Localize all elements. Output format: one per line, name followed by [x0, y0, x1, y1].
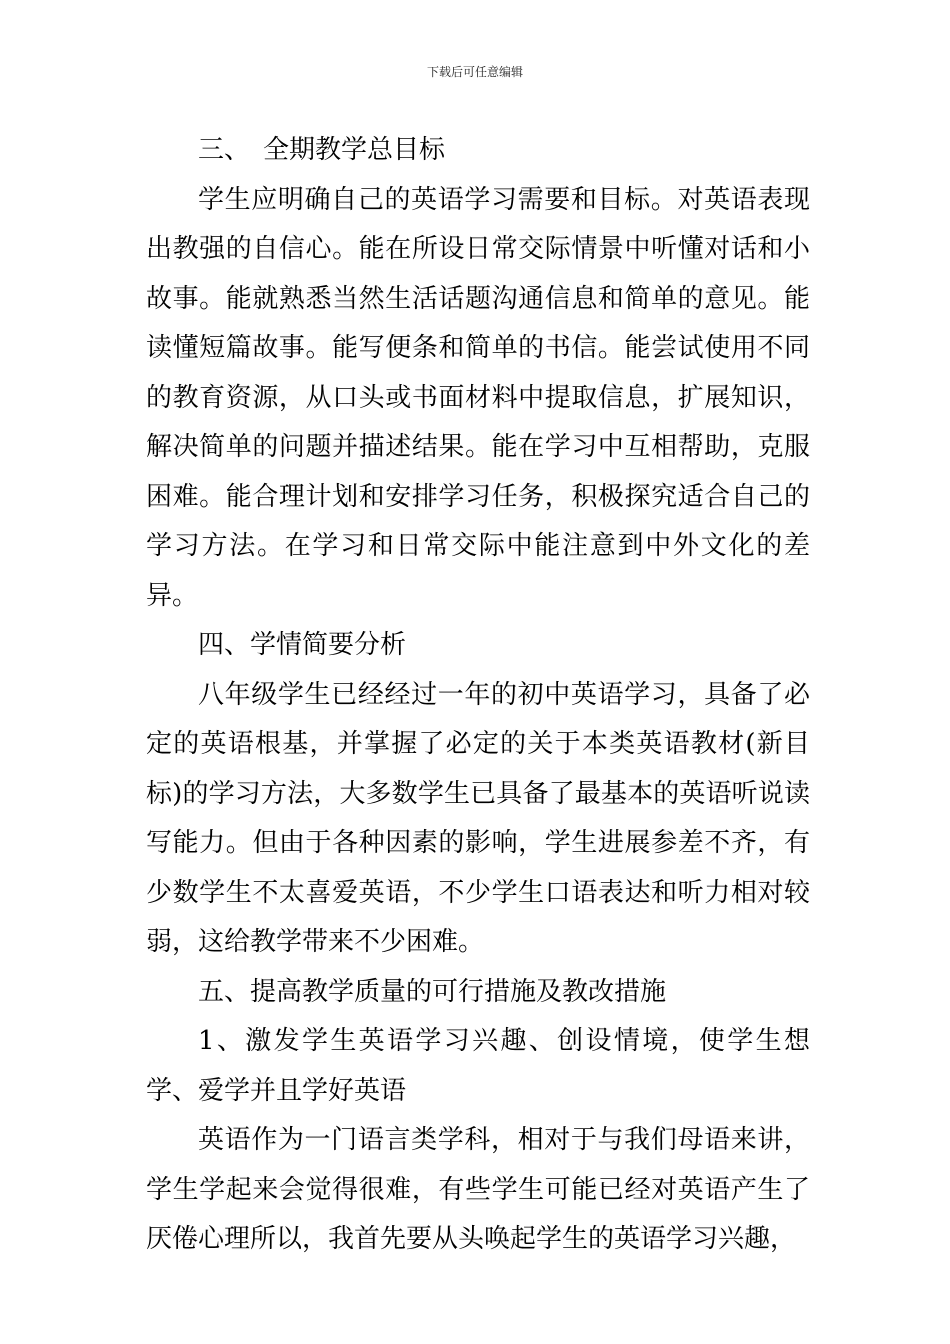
paragraph-analysis: 八年级学生已经经过一年的初中英语学习，具备了必定的英语根基，并掌握了必定的关于本类英语教材(新目标)的学习方法，大多数学生已具备了最基本的英语听说读写能力。但由于各种因素的影响，学生进展参差不齐，有少数学生不太喜爱英语，不少学生口语表达和听力相对较弱，这给教学带来不少困难。: [146, 679, 810, 957]
document-body: [146, 126, 810, 1265]
section-heading-measures: 五、提高教学质量的可行措施及教改措施: [198, 976, 667, 1007]
section-heading-analysis: 四、学情简要分析: [198, 630, 407, 660]
paragraph-goals: 学生应明确自己的英语学习需要和目标。对英语表现出教强的自信心。能在所设日常交际情景中听懂对话和小故事。能就熟悉当然生活话题沟通信息和简单的意见。能读懂短篇故事。能写便条和简单的书信。能尝试使用不同的教育资源，从口头或书面材料中提取信息，扩展知识，解决简单的问题并描述结果。能在学习中互相帮助，克服困难。能合理计划和安排学习任务，积极探究适合自己的学习方法。在学习和日常交际中能注意到中外文化的差异。: [146, 184, 810, 611]
section-heading-goals: 三、 全期教学总目标: [198, 135, 446, 165]
paragraph-measure-1: 英语作为一门语言类学科，相对于与我们母语来讲，学生学起来会觉得很难，有些学生可能已经对英语产生了厌倦心理所以，我首先要从头唤起学生的英语学习兴趣，: [146, 1125, 810, 1254]
page-header: 下载后可任意编辑: [426, 65, 523, 79]
subheading-measure-1: 1、激发学生英语学习兴趣、创设情境，使学生想学、爱学并且学好英语: [146, 1026, 810, 1106]
